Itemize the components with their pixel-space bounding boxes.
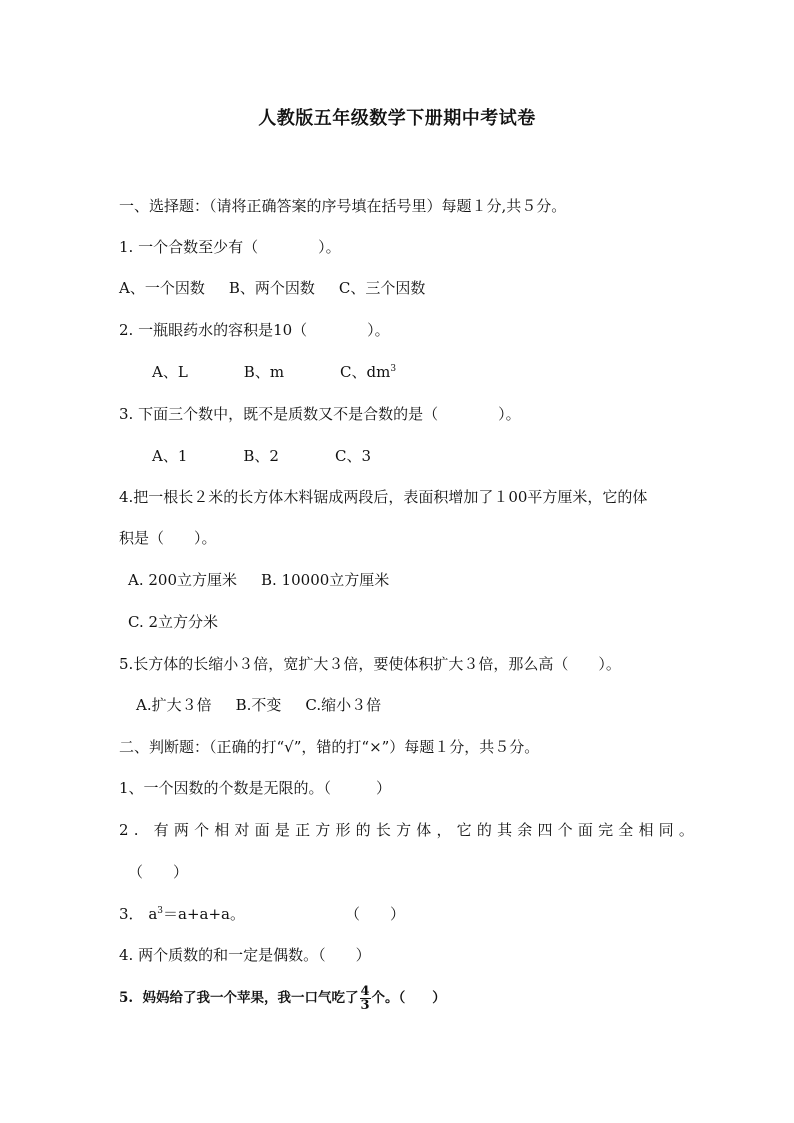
question-2-1: 1、一个因数的个数是无限的。（ ）: [119, 779, 392, 797]
option-a: A、一个因数: [119, 279, 205, 297]
option-a: A. 200立方厘米: [128, 571, 237, 589]
question-1-4-options-ab: [128, 569, 389, 591]
option-c: C、$dm^3$: [340, 363, 397, 381]
option-b: B.不变: [235, 696, 282, 714]
page-title: 人教版五年级数学下册期中考试卷: [258, 108, 536, 129]
question-2-4: 4. 两个质数的和一定是偶数。（ ）: [119, 946, 371, 964]
option-c: C、三个因数: [338, 279, 426, 297]
question-1-5-options: [136, 694, 381, 716]
question-1-1-options: [119, 277, 425, 299]
fraction: $\frac{4}{3}$: [360, 984, 370, 1013]
question-1-1: 1. 一个合数至少有（ ）。: [119, 238, 341, 256]
question-1-2: 2. 一瓶眼药水的容积是10（ ）。: [119, 321, 390, 339]
option-b: B、2: [243, 447, 279, 465]
option-a: A.扩大３倍: [136, 696, 212, 714]
question-2-5: 5. 妈妈给了我一个苹果，我一口气吃了 $\frac{4}{3}$ 个。（ ）: [119, 984, 446, 1013]
option-a: A、1: [152, 447, 188, 465]
math-expression: $a^3=a+a+a$。: [148, 905, 245, 923]
question-1-2-options: [152, 361, 396, 383]
option-c: C、3: [334, 447, 371, 465]
section2-heading: 二、判断题：（正确的打“√”，错的打“×”）每题１分，共５分。: [119, 738, 540, 756]
question-1-4-line1: 4.把一根长２米的长方体木料锯成两段后，表面积增加了１00平方厘米，它的体: [119, 488, 648, 506]
question-1-5: 5.长方体的长缩小３倍，宽扩大３倍，要使体积扩大３倍，那么高（ ）。: [119, 655, 621, 673]
option-a: A、L: [152, 363, 188, 381]
option-b: B、m: [243, 363, 285, 381]
answer-paren: （ ）: [344, 905, 405, 923]
question-1-3-options: [152, 445, 371, 467]
section1-heading: 一、选择题：（请将正确答案的序号填在括号里）每题１分,共５分。: [119, 197, 567, 215]
option-b: B. 10000立方厘米: [261, 571, 390, 589]
option-c: C.缩小３倍: [305, 696, 382, 714]
question-2-2-line1: 2. 有两个相对面是正方形的长方体，它的其余四个面完全相同。: [119, 821, 700, 839]
question-2-2-line2: （ ）: [128, 863, 189, 881]
question-1-4-line2: 积是（ ）。: [119, 529, 217, 547]
question-1-4-option-c: C. 2立方分米: [128, 613, 219, 631]
option-b: B、两个因数: [228, 279, 315, 297]
question-2-3: 3． $a^3=a+a+a$。 （ ）: [119, 905, 405, 923]
question-1-3: 3. 下面三个数中，既不是质数又不是合数的是（ ）。: [119, 405, 521, 423]
